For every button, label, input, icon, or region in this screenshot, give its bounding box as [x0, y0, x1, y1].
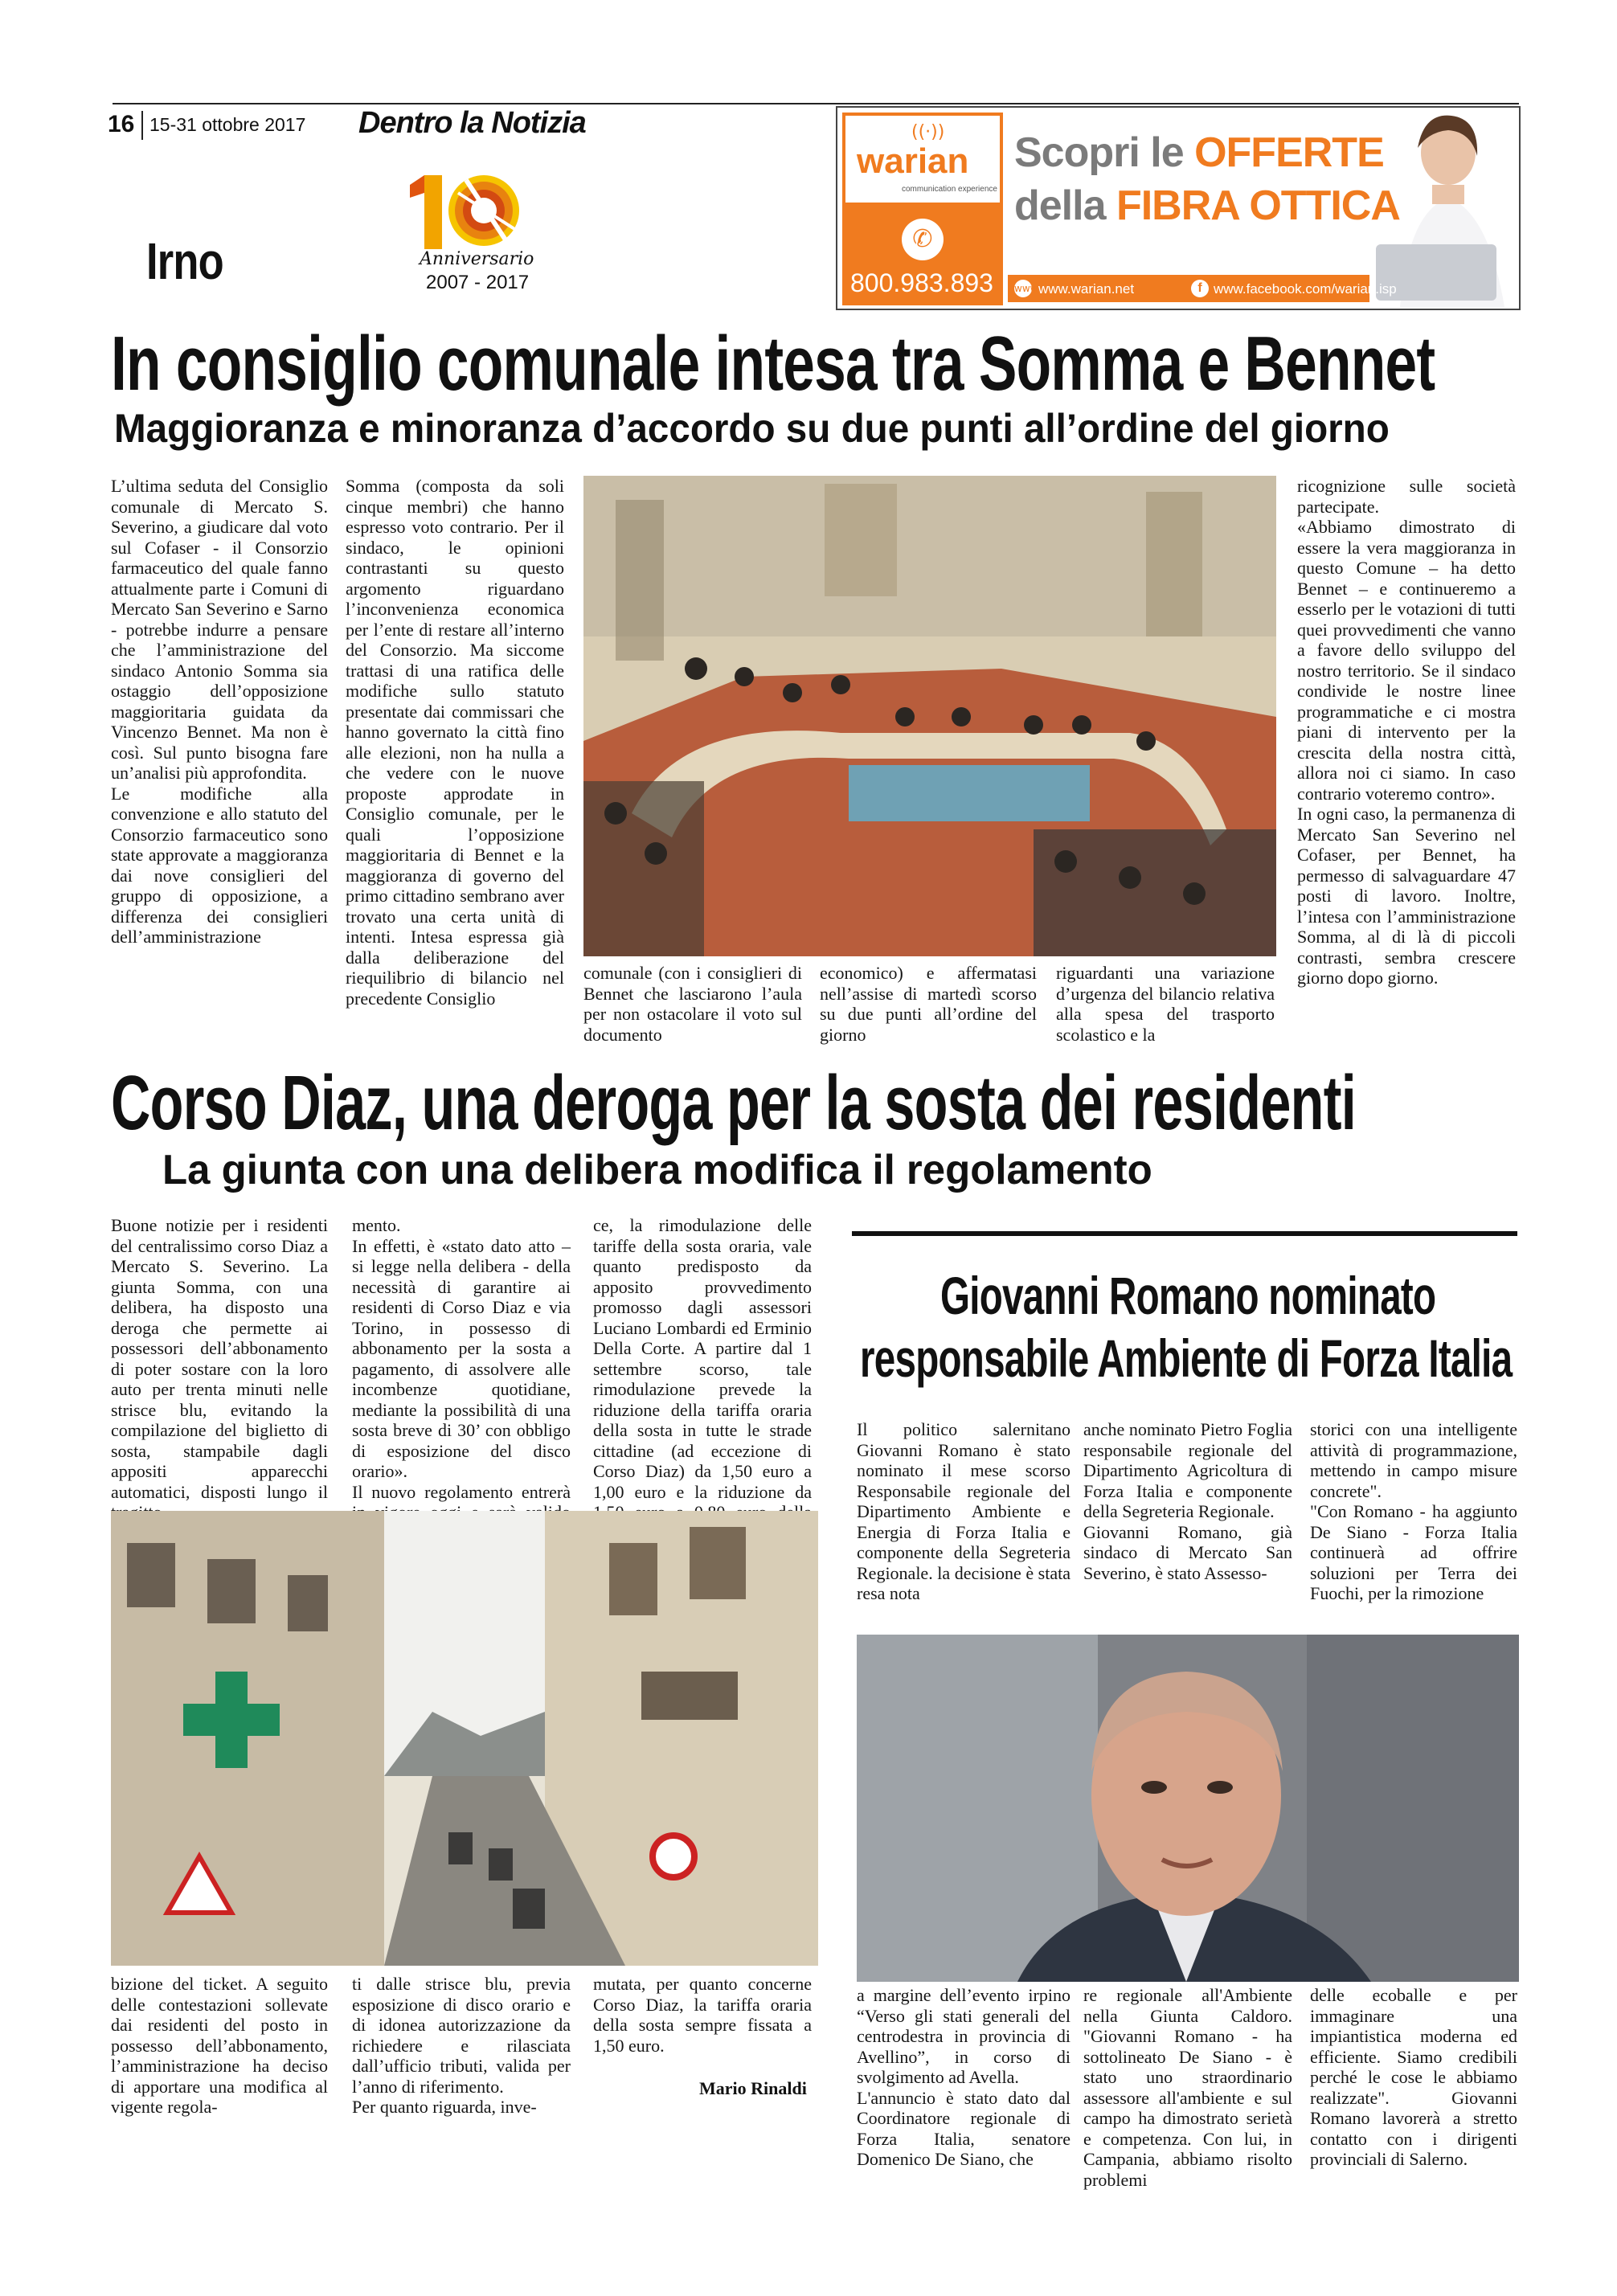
ad-headline-1 — [1014, 129, 1384, 177]
ad-headline-2 — [1014, 182, 1400, 230]
article2-col1: Buone notizie per i residenti del centralissimo corso Diaz a Mercato S. Severino. La giunta Somma, con una delibera, ha disposto una deroga che permette ai possessori dell’abbonamento di poter sostare con la loro auto per trenta minuti nelle strisce blu, evitando la compilazione del biglietto di sosta, stampabile dagli appositi apparecchi automatici, disposti lungo il — [111, 1215, 328, 1502]
header-date: 15-31 ottobre 2017 — [149, 114, 306, 135]
article3-col4: a margine dell’evento irpino “Verso gli stati generali del centrodestra in provincia di Avellino”, in corso di svolgimento ad Avella. L'annuncio è stato dato dal Coordinatore regionale di Forza Italia, senatore Domenico De Siano, che — [857, 1985, 1070, 2169]
page-number-divider — [141, 111, 143, 140]
article3-top-rule — [852, 1231, 1517, 1236]
article1-col6: ricognizione sulle società partecipate. «Abbiamo dimostrato di essere la vera maggioranza in questo Comune – ha detto Bennet – e continueremo a esserlo per le votazioni di tutti quei provvedimenti che vanno a favore dello sviluppo del nostro territorio. Se il sindaco condivide le nostre linee programmatiche e ci mostra piani di intervento per la crescita della nostra città, allora noi ci siamo. In caso contrario voteremo contro». In ogni caso, la permanenza di Mercato San Severino nel Cofaser, per Bennet, ha permesso di salvaguardare 47 posti di lavoro. Inoltre, l’intesa con l’amministrazione Somma, al di là di piccoli contrasti, sembra crescere giorno dopo giorno. — [1297, 476, 1516, 988]
facebook-icon: f — [1191, 280, 1209, 297]
article2-subtitle: La giunta con una delibera modifica il regolamento — [162, 1147, 1152, 1193]
ad-headline-1-text: Scopri le — [1014, 129, 1184, 176]
article2-author: Mario Rinaldi — [699, 2078, 807, 2098]
article2-col6: mutata, per quanto concerne Corso Diaz, la tariffa oraria della sosta sempre fissata a 1,50 euro. — [593, 1974, 812, 2056]
ad-facebook[interactable]: www.facebook.com/warian.isp — [1214, 281, 1397, 297]
article2-col4: bizione del ticket. A seguito delle contestazioni sollevate dai residenti del posto in possesso dell’abbonamento, l’amministrazione ha deciso di apportare una modifica al vigente regola- — [111, 1974, 328, 2117]
ad-logo-box — [845, 116, 1000, 203]
ad-headline-2-accent: FIBRA OTTICA — [1116, 182, 1400, 229]
giovanni-romano-portrait — [857, 1635, 1519, 1982]
anniversary-years: 2007 - 2017 — [426, 272, 530, 293]
web-icon: www — [1014, 280, 1032, 297]
ad-brand: warian — [857, 141, 969, 181]
article3-title-line2: responsabile Ambiente di Forza Italia — [860, 1328, 1513, 1388]
ad-woman-image — [1368, 108, 1517, 307]
anniversary-ten-graphic — [410, 161, 538, 257]
ad-tagline: communication experience — [902, 185, 997, 194]
phone-icon: ✆ — [902, 219, 944, 260]
article2-title: Corso Diaz, una deroga per la sosta dei residenti — [111, 1060, 1357, 1146]
header-rule — [113, 103, 1519, 104]
ad-phone[interactable]: 800.983.893 — [850, 268, 993, 297]
anniversary-label: Anniversario — [420, 249, 534, 269]
anniversary-logo — [410, 161, 538, 297]
article3-col5: re regionale all'Ambiente nella Giunta Caldoro. "Giovanni Romano - ha sottolineato De Siano - è stato uno straordinario assessore all'ambiente e sul campo ha dimostrato serietà e competenza. Con lui, in Campania, abbiamo risolto problemi — [1083, 1985, 1292, 2190]
article2-col3: ce, la rimodulazione delle tariffe della sosta oraria, vale quanto predisposto da apposito provvedimento promosso dagli assessori Luciano Lombardi ed Erminio Della Corte. A partire dal 1 settembre scorso, tale rimodulazione prevede la riduzione della tariffa oraria della sosta in tutte le strade cittadine (ad eccezione di Corso Diaz) da 1,50 euro a 1,00 euro e la riduzione da — [593, 1215, 812, 1502]
section-name: Irno — [146, 232, 223, 290]
ad-website[interactable]: www.warian.net — [1038, 281, 1135, 297]
article2-col5: ti dalle strisce blu, previa esposizione di disco orario e di idonea autorizzazione da richiedere e rilasciata dall’ufficio tributi, valida per l’anno di riferimento. Per quanto riguarda, inve- — [352, 1974, 571, 2117]
publication-name: Dentro la Notizia — [358, 106, 586, 140]
article3-col3: storici con una intelligente attività di programmazione, mettendo in campo misure concrete". "Con Romano - ha aggiunto De Siano - Forza Italia continuerà ad offrire soluzioni per Terra dei Fuochi, per la rimozione — [1310, 1419, 1517, 1603]
warian-ad[interactable] — [836, 106, 1521, 310]
article1-col2: Somma (composta da soli cinque membri) che hanno espresso voto contrario. Per il sindaco, le opinioni contrastanti su questo argomento riguardano l’inconvenienza economica per l’ente di restare all’interno del Consorzio. Ma siccome trattasi di una ratifica delle modifiche sullo statuto presentate dai commissari che hanno governato la città fino alle elezioni, non ha nulla a che vedere con le nuove proposte approdate in Consiglio comunale, per le quali l’opposizione maggioritaria di Bennet e la maggioranza di governo del primo cittadino sembrano aver trovato una certa unità di intenti. Intesa espressa già dalla deliberazione del riequilibrio di bilancio nel precedente Consiglio — [346, 476, 564, 1009]
article1-title: In consiglio comunale intesa tra Somma e Bennet — [111, 321, 1435, 407]
article1-col1: L’ultima seduta del Consiglio comunale di Mercato S. Severino, a giudicare dal voto sul Cofaser - il Consorzio farmaceutico del quale fanno attualmente parte i Comuni di Mercato San Severino e Sarno - potrebbe indurre a pensare che l’amministrazione del sindaco Antonio Somma sia ostaggio dell’opposizione maggioritaria guidata da Vincenzo Bennet. Ma non è così. Sul punto bisogna fare un’analisi più approfondita. Le modifiche alla convenzione e allo statuto del Consorzio farmaceutico sono state approvate a maggioranza dai nove consiglieri del gruppo di opposizione, a differenza dei consiglieri dell’amministrazione — [111, 476, 328, 947]
article3-col6: delle ecoballe e per immaginare una impiantistica moderna ed efficiente. Siamo credibili perché le cose le abbiamo realizzate". Giovanni Romano lavorerà a stretto contatto con i dirigenti provinciali di Salerno. — [1310, 1985, 1517, 2169]
article3-col1: Il politico salernitano Giovanni Romano è stato nominato il mese scorso Responsabile regionale del Dipartimento Ambiente e Energia di Forza Italia e componente della Segreteria Regionale. la decisione è stata resa nota — [857, 1419, 1070, 1603]
ad-headline-1-accent: OFFERTE — [1194, 129, 1384, 176]
article1-col3: comunale (con i consiglieri di Bennet che lasciarono l’aula per non ostacolare il voto sul documento — [583, 963, 802, 1045]
article1-subtitle: Maggioranza e minoranza d’accordo su due punti all’ordine del giorno — [114, 406, 1390, 451]
article2-col2: mento. In effetti, è «stato dato atto – si legge nella delibera - della necessità di garantire ai residenti di Corso Diaz e via Torino, in possesso di abbonamento per la sosta a pagamento, di assolvere alle incombenze quotidiane, mediante la possibilità di una sosta breve di 30’ con obbligo di esposizione del disco orario». Il nuovo regolamento entrerà — [352, 1215, 571, 1502]
article1-col4: economico) e affermatasi nell’assise di martedì scorso su due punti all’ordine del giorno — [820, 963, 1037, 1045]
article3-title-line1: Giovanni Romano nominato — [940, 1266, 1436, 1325]
article3-col2: anche nominato Pietro Foglia responsabile regionale del Dipartimento Agricoltura di Forza Italia e componente della Segreteria Regionale. Giovanni Romano, già sindaco di Mercato San Severino, è stato Assesso- — [1083, 1419, 1292, 1583]
council-photo — [583, 476, 1276, 956]
corso-diaz-photo — [111, 1511, 818, 1966]
article1-col5: riguardanti una variazione d’urgenza del bilancio relativa alla spesa del trasporto scolastico e la — [1056, 963, 1275, 1045]
antenna-icon: ((·)) — [911, 122, 945, 142]
ad-headline-2-text: della — [1014, 182, 1106, 229]
page-number: 16 — [108, 111, 135, 137]
ad-brand-panel — [842, 113, 1003, 305]
